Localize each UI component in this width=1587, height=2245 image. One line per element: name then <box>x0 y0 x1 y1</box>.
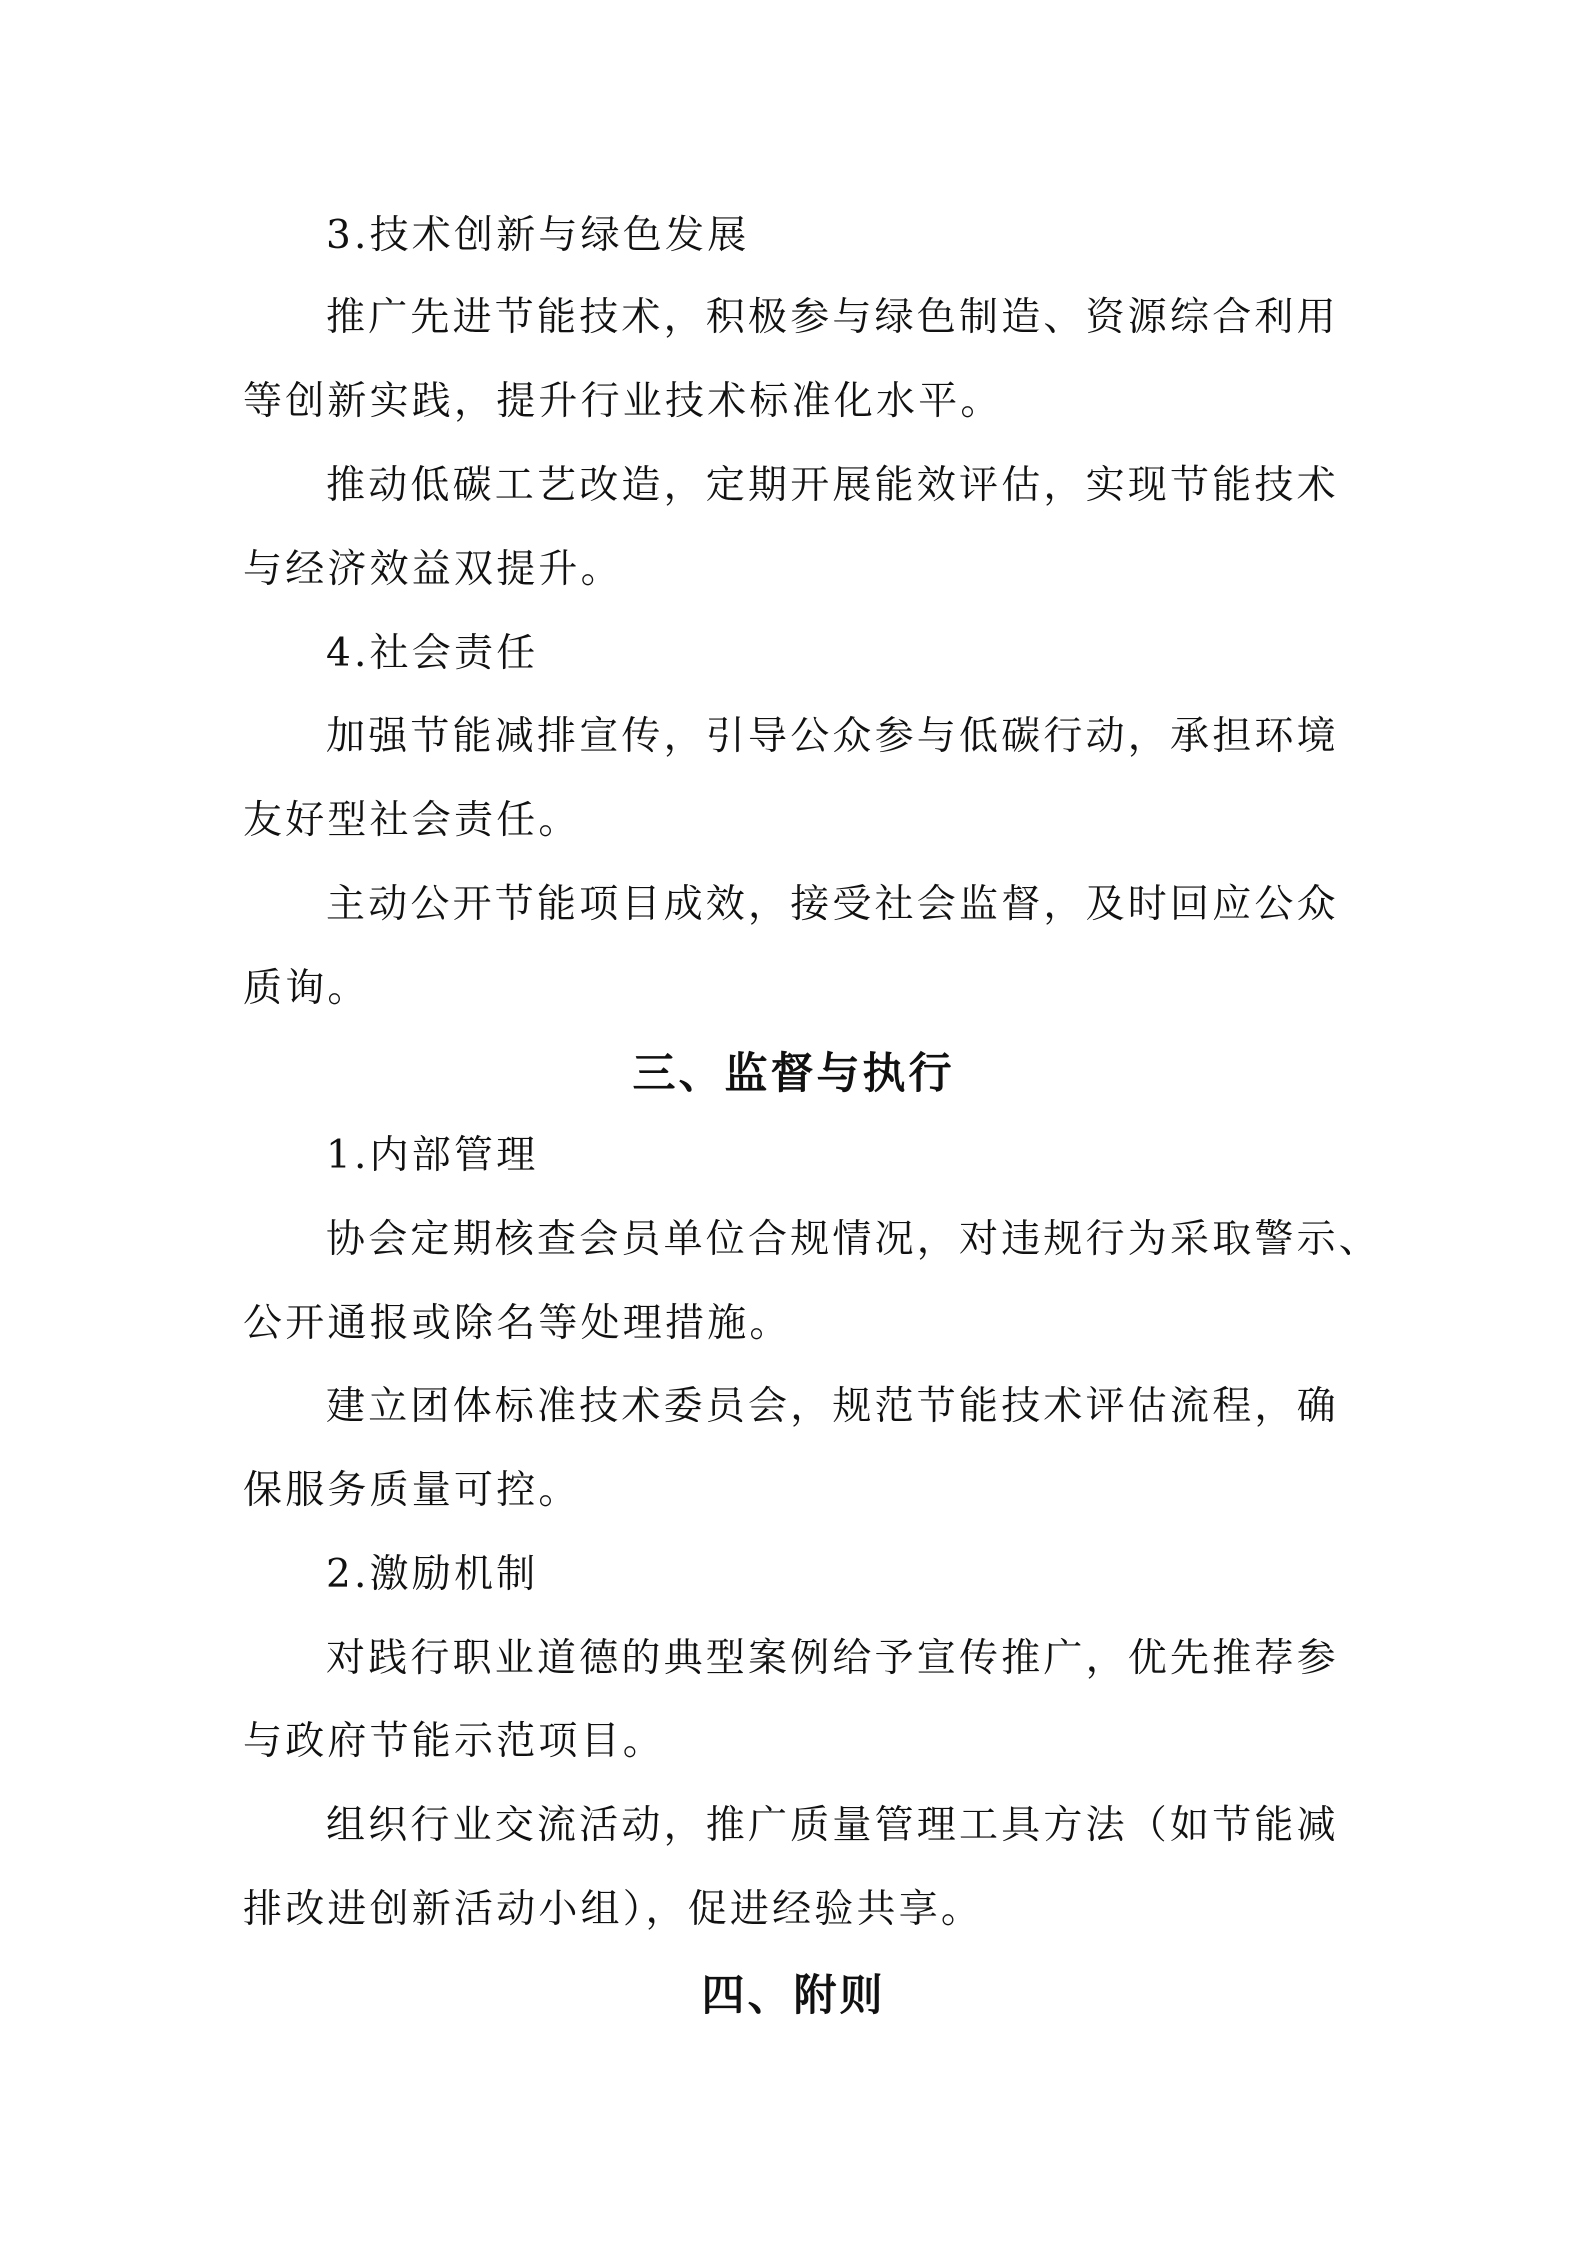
subsection-title-internal-management: 1.内部管理 <box>326 1133 539 1178</box>
section-heading-supervision: 三、监督与执行 <box>632 1049 955 1099</box>
paragraph-line: 组织行业交流活动，推广质量管理工具方法（如节能减 <box>326 1803 1339 1848</box>
paragraph-line: 推广先进节能技术，积极参与绿色制造、资源综合利用 <box>326 295 1339 340</box>
subsection-title-tech-innovation: 3.技术创新与绿色发展 <box>326 213 750 258</box>
paragraph-line: 排改进创新活动小组），促进经验共享。 <box>243 1887 984 1932</box>
subsection-title-social-responsibility: 4.社会责任 <box>326 631 539 676</box>
paragraph-line: 保服务质量可控。 <box>243 1468 581 1513</box>
paragraph-line: 等创新实践，提升行业技术标准化水平。 <box>243 379 1003 424</box>
paragraph-line: 协会定期核查会员单位合规情况，对违规行为采取警示、 <box>326 1217 1382 1262</box>
paragraph-line: 与经济效益双提升。 <box>243 547 623 592</box>
section-heading-appendix: 四、附则 <box>701 1971 886 2021</box>
paragraph-line: 友好型社会责任。 <box>243 798 581 843</box>
paragraph-line: 推动低碳工艺改造，定期开展能效评估，实现节能技术 <box>326 463 1339 508</box>
paragraph-line: 建立团体标准技术委员会，规范节能技术评估流程，确 <box>326 1384 1339 1429</box>
paragraph-line: 加强节能减排宣传，引导公众参与低碳行动，承担环境 <box>326 714 1339 759</box>
paragraph-line: 公开通报或除名等处理措施。 <box>243 1301 792 1346</box>
paragraph-line: 主动公开节能项目成效，接受社会监督，及时回应公众 <box>326 882 1339 927</box>
paragraph-line: 质询。 <box>243 966 370 1011</box>
subsection-title-incentives: 2.激励机制 <box>326 1552 539 1597</box>
paragraph-line: 与政府节能示范项目。 <box>243 1719 666 1764</box>
paragraph-line: 对践行职业道德的典型案例给予宣传推广，优先推荐参 <box>326 1636 1339 1681</box>
